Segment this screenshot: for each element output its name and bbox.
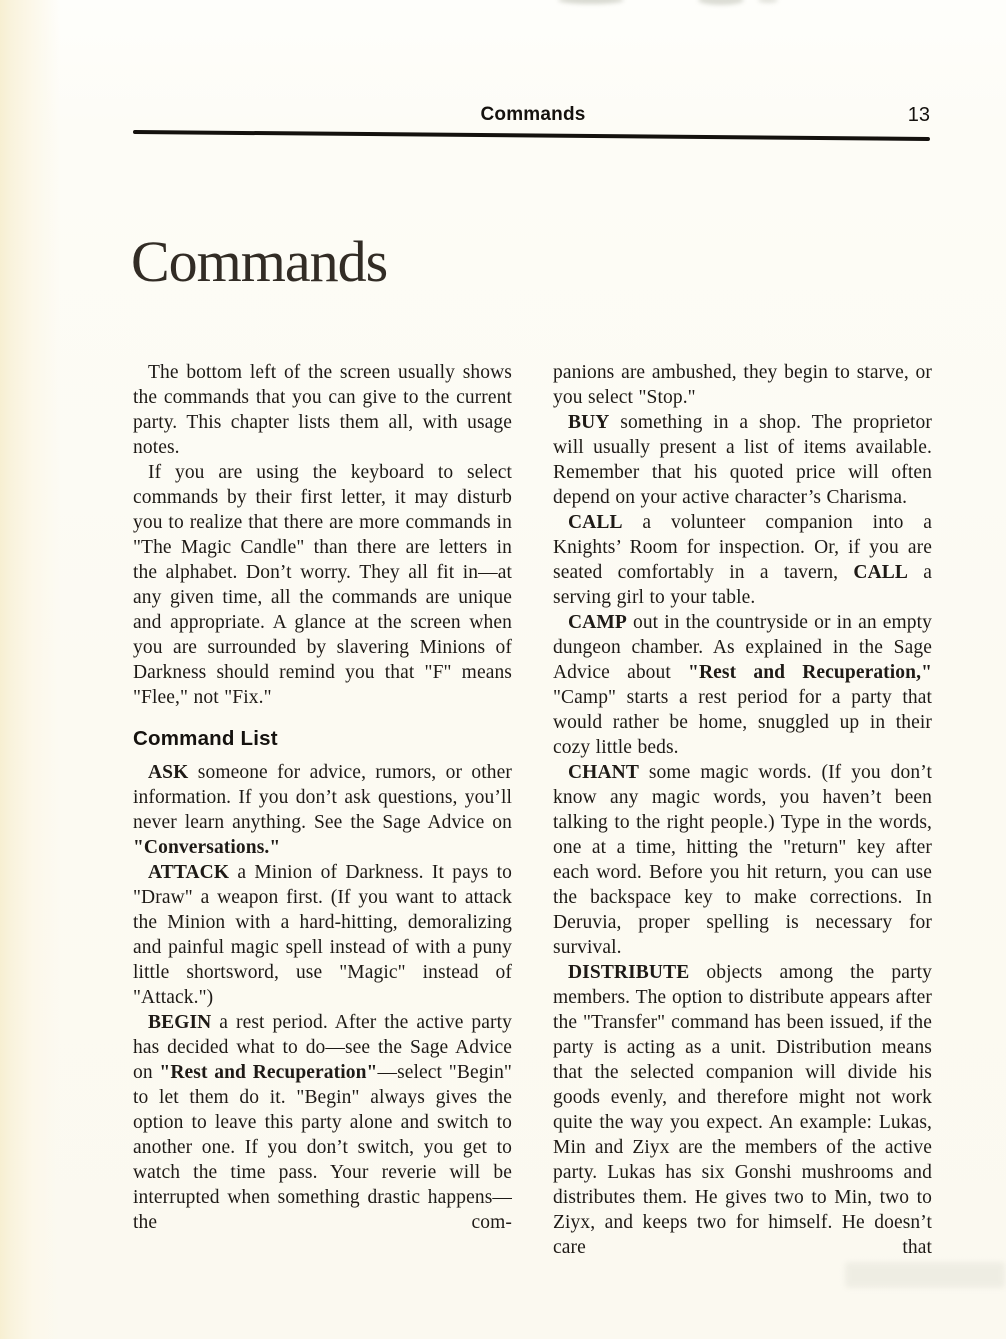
bold-run: BUY — [568, 412, 610, 433]
running-head — [133, 104, 933, 126]
paragraph — [553, 510, 932, 610]
paragraph — [553, 960, 932, 1260]
scan-artifact — [698, 0, 744, 5]
paragraph — [553, 760, 932, 960]
text-run: "Camp" starts a rest period for a party that would rather be home, snuggled up in their cozy little beds. — [553, 687, 932, 758]
scan-artifact — [558, 0, 624, 4]
bold-run: BEGIN — [148, 1012, 212, 1033]
scan-artifact — [845, 1262, 1005, 1288]
text-run: —select "Begin" to let them do it. "Begin" always gives the option to leave this party alone and switch to another one. If you don’t switch, you get to watch the time pass. Your reverie will be interrupted when something drastic happens—the com- — [133, 1062, 512, 1233]
paragraph — [133, 860, 512, 1010]
paragraph — [553, 610, 932, 760]
running-head-title: Commands — [480, 104, 586, 125]
text-run: someone for advice, rumors, or other information. If you don’t ask questions, you’ll never learn anything. See the Sage Advice on — [133, 762, 512, 833]
paragraph — [133, 460, 512, 710]
text-run: a Minion of Darkness. It pays to "Draw" a weapon first. (If you want to attack the Minion with a hard-hitting, demoralizing and painful magic spell instead of with a puny little shortsword, use "Magic" instead of "Attack.") — [133, 862, 512, 1008]
bold-run: "Conversations." — [133, 837, 281, 858]
text-run: something in a shop. The proprietor will usually present a list of items available. Remember that his quoted price will often depend on your active character’s Charisma. — [553, 412, 932, 508]
bold-run: CAMP — [568, 612, 627, 633]
text-run: out in the countryside or in an empty dungeon chamber. As explained in the Sage Advice about — [553, 612, 932, 683]
header-rule — [133, 130, 930, 141]
bold-run: DISTRIBUTE — [568, 962, 690, 983]
bold-run: ASK — [148, 762, 189, 783]
bold-run: ATTACK — [148, 862, 230, 883]
text-run: a rest period. After the active party has decided what to do—see the Sage Advice on — [133, 1012, 512, 1083]
bold-run: Command List — [133, 727, 278, 750]
page-title: Commands — [131, 229, 388, 294]
left-column — [133, 360, 512, 1260]
paragraph — [133, 760, 512, 860]
paragraph — [133, 1010, 512, 1235]
text-run: If you are using the keyboard to select commands by their first letter, it may disturb you to realize that there are more commands in "The Magic Candle" than there are letters in the alphabet. Don’t worry. They all fit in—at any given time, all the commands are unique and appropriate. A glance at the screen when you are surrounded by slavering Minions of Darkness should remind you that "F" means "Flee," not "Fix." — [133, 462, 512, 708]
right-column — [553, 360, 932, 1260]
text-run: panions are ambushed, they begin to starve, or you select "Stop." — [553, 362, 932, 408]
paragraph — [553, 360, 932, 410]
paragraph — [553, 410, 932, 510]
section-heading — [133, 727, 512, 751]
paragraph — [133, 360, 512, 460]
text-run: a serving girl to your table. — [553, 562, 932, 608]
scan-artifact — [758, 0, 778, 3]
page-edge-shading — [0, 0, 60, 1339]
text-run: some magic words. (If you don’t know any magic words, you haven’t been talking to the right people.) Type in the words, one at a time, hitting the "return" key after each word. Before you hit return, you can use the backspace key to make corrections. In Deruvia, proper spelling is necessary for survival. — [553, 762, 932, 958]
bold-run: CHANT — [568, 762, 639, 783]
text-run: objects among the party members. The option to distribute appears after the "Transfer" command has been issued, if the party is acting as a unit. Distribution means that the selected companion will divide his goods evenly, and therefore might not work quite the way you expect. An example: Lukas, Min and Ziyx are the members of the active party. Lukas has six Gonshi mushrooms and distributes them. He gives two to Min, two to Ziyx, and keeps two for himself. He doesn’t care that — [553, 962, 932, 1258]
bold-run: CALL — [568, 512, 623, 533]
bold-run: CALL — [853, 562, 908, 583]
text-run: The bottom left of the screen usually shows the commands that you can give to the current party. This chapter lists them all, with usage notes. — [133, 362, 512, 458]
bold-run: "Rest and Recuperation," — [688, 662, 932, 683]
two-column-text — [133, 360, 933, 1260]
text-run: a volunteer companion into a Knights’ Room for inspection. Or, if you are seated comfortably in a tavern, — [553, 512, 932, 583]
page-number: 13 — [907, 104, 930, 126]
bold-run: "Rest and Recuperation" — [159, 1062, 378, 1083]
